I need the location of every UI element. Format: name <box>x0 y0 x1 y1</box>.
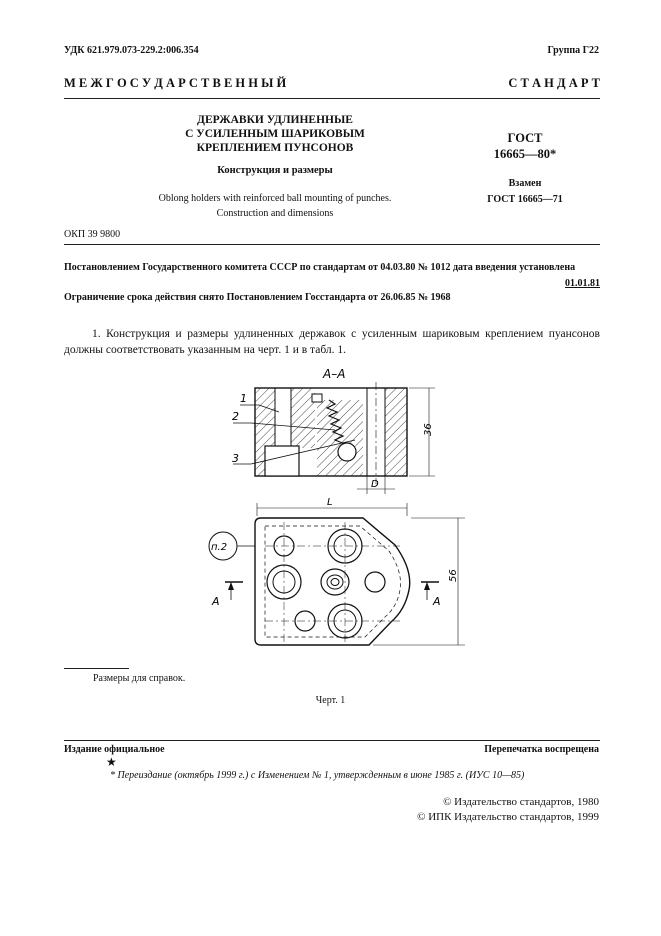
plan-outline <box>255 518 410 645</box>
document-title <box>120 113 430 155</box>
title-line: ДЕРЖАВКИ УДЛИНЕННЫЕ <box>197 114 353 126</box>
copyright-line: © Издательство стандартов, 1980 <box>443 796 599 808</box>
leader-number: 1 <box>240 392 247 405</box>
gost-number <box>470 130 580 162</box>
cut-arrow-head <box>228 582 234 590</box>
cut-arrow-head <box>424 582 430 590</box>
standard-banner <box>64 76 600 91</box>
replaces-label: Взамен <box>508 178 542 189</box>
section-label: А–А <box>323 367 346 381</box>
section-view <box>232 367 435 494</box>
ball-hole-core <box>331 579 339 586</box>
okp-code: ОКП 39 9800 <box>64 229 121 240</box>
hole <box>365 572 385 592</box>
udk-code: УДК 621.979.073-229.2:006.354 <box>64 45 199 56</box>
reference-note: Размеры для справок. <box>93 673 186 684</box>
hatch-middle <box>291 388 315 448</box>
note-reference: п.2 <box>211 542 228 553</box>
reissue-footnote: * Переиздание (октябрь 1999 г.) с Изменением № 1, утвержденным в июне 1985 г. (ИУС 10—85) <box>110 770 525 781</box>
cut-label-right: А <box>433 595 441 608</box>
holder-drawing <box>195 360 475 660</box>
star-icon: ★ <box>106 755 117 769</box>
leader-number: 3 <box>232 452 239 465</box>
replaces-block <box>470 176 580 208</box>
title-line: С УСИЛЕННЫМ ШАРИКОВЫМ <box>185 128 365 140</box>
reprint-prohibited: Перепечатка воспрещена <box>484 744 599 755</box>
decree-text <box>64 260 600 289</box>
gost-code: 16665—80* <box>493 147 557 161</box>
document-subtitle: Конструкция и размеры <box>217 165 333 176</box>
clause-1-paragraph: 1. Конструкция и размеры удлиненных державок с усиленным шариковым креплением пуансонов должны соответствовать указанным на черт. 1 и в табл. 1. <box>64 328 600 356</box>
hidden-outline <box>265 526 401 637</box>
dimension-d: D <box>371 479 379 490</box>
group-code: Группа Г22 <box>547 45 599 56</box>
banner-word-standard: С Т А Н Д А Р Т <box>508 76 600 90</box>
limit-removed-text: Ограничение срока действия снято Постановлением Госстандарта от 26.06.85 № 1968 <box>64 292 451 303</box>
plan-view <box>209 497 465 645</box>
cut-label-left: А <box>212 595 220 608</box>
okp-rule <box>64 244 600 245</box>
dimension-l: L <box>327 497 333 508</box>
dimension-56: 56 <box>448 569 459 582</box>
hatch-right <box>385 388 407 476</box>
figure-caption: Черт. 1 <box>315 695 346 706</box>
footer-rule <box>64 740 600 741</box>
banner-word-interstate: М Е Ж Г О С У Д А Р С Т В Е Н Н Ы Й <box>64 76 287 90</box>
screw-plug <box>312 394 322 402</box>
copyright-block <box>417 795 599 825</box>
english-title <box>120 191 430 221</box>
english-title-line: Oblong holders with reinforced ball mounting of punches. <box>158 193 392 204</box>
note-rule <box>64 668 129 669</box>
replaces-standard: ГОСТ 16665—71 <box>487 194 563 205</box>
title-line: КРЕПЛЕНИЕМ ПУНСОНОВ <box>196 142 354 154</box>
ball-hole-inner <box>327 575 343 589</box>
insert-part <box>265 446 299 476</box>
banner-rule <box>64 98 600 99</box>
ball <box>338 443 356 461</box>
introduction-date: 01.01.81 <box>565 278 600 289</box>
copyright-line: © ИПК Издательство стандартов, 1999 <box>417 811 599 823</box>
official-edition: Издание официальное <box>64 744 165 755</box>
leader-number: 2 <box>232 410 239 423</box>
decree-body: Постановлением Государственного комитета СССР по стандартам от 04.03.80 № 1012 дата введения установлена <box>64 262 576 273</box>
gost-label: ГОСТ <box>507 131 543 145</box>
dimension-36: 36 <box>423 423 434 436</box>
english-title-line: Construction and dimensions <box>216 208 334 219</box>
